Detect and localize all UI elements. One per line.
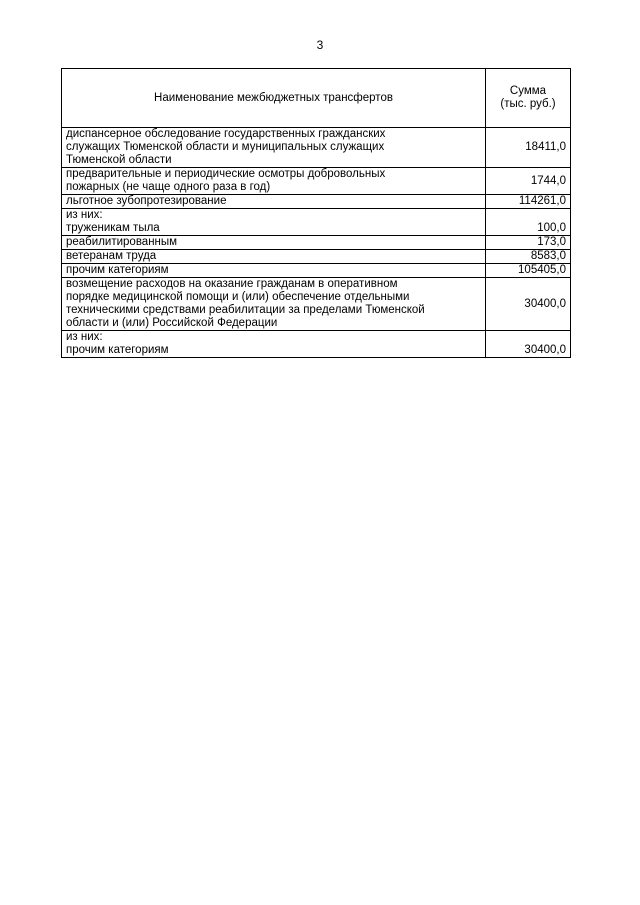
- row-sum: 105405,0: [486, 264, 571, 278]
- row-name-line: из них:: [66, 331, 103, 343]
- row-sum: 173,0: [486, 236, 571, 250]
- table-row: [62, 264, 571, 278]
- header-name: Наименование межбюджетных трансфертов: [62, 69, 486, 128]
- row-name-line: области и (или) Российской Федерации: [66, 317, 278, 329]
- row-name-line: Тюменской области: [66, 154, 172, 166]
- row-name-line: труженикам тыла: [66, 222, 160, 234]
- row-name-line: пожарных (не чаще одного раза в год): [66, 181, 271, 193]
- table-header-row: [62, 69, 571, 128]
- table-row: [62, 209, 571, 236]
- row-sum: 100,0: [486, 209, 571, 236]
- row-sum: 18411,0: [486, 128, 571, 168]
- row-name-line: прочим категориям: [66, 264, 169, 276]
- table-row: [62, 168, 571, 195]
- row-name-line: прочим категориям: [66, 344, 169, 356]
- row-name-line: из них:: [66, 209, 103, 221]
- row-name-line: техническими средствами реабилитации за пределами Тюменской: [66, 304, 425, 316]
- row-name-line: служащих Тюменской области и муниципальных служащих: [66, 141, 385, 153]
- table-row: [62, 331, 571, 358]
- table-row: [62, 195, 571, 209]
- row-name-line: диспансерное обследование государственных гражданских: [66, 128, 386, 140]
- row-name: [62, 168, 486, 195]
- header-sum-line1: Сумма: [509, 85, 547, 97]
- row-name-line: ветеранам труда: [66, 250, 157, 262]
- row-name-line: возмещение расходов на оказание гражданам в оперативном: [66, 278, 398, 290]
- row-name: [62, 195, 486, 209]
- row-name-line: порядке медицинской помощи и (или) обеспечение отдельными: [66, 291, 410, 303]
- page-number: 3: [316, 38, 324, 52]
- row-name: [62, 264, 486, 278]
- row-sum: 114261,0: [486, 195, 571, 209]
- row-name: [62, 209, 486, 236]
- header-sum-line2: (тыс. руб.): [500, 98, 556, 110]
- header-sum: [486, 69, 571, 128]
- row-name: [62, 128, 486, 168]
- row-name: [62, 250, 486, 264]
- table-row: [62, 128, 571, 168]
- row-sum: 30400,0: [486, 278, 571, 331]
- row-name-line: предварительные и периодические осмотры добровольных: [66, 168, 386, 180]
- row-name: [62, 236, 486, 250]
- row-sum: 30400,0: [486, 331, 571, 358]
- row-name-line: реабилитированным: [66, 236, 178, 248]
- table-row: [62, 278, 571, 331]
- row-name-line: льготное зубопротезирование: [66, 195, 227, 207]
- row-sum: 1744,0: [486, 168, 571, 195]
- row-name: [62, 331, 486, 358]
- table-row: [62, 236, 571, 250]
- row-name: [62, 278, 486, 331]
- row-sum: 8583,0: [486, 250, 571, 264]
- transfers-table: [61, 68, 571, 358]
- table-row: [62, 250, 571, 264]
